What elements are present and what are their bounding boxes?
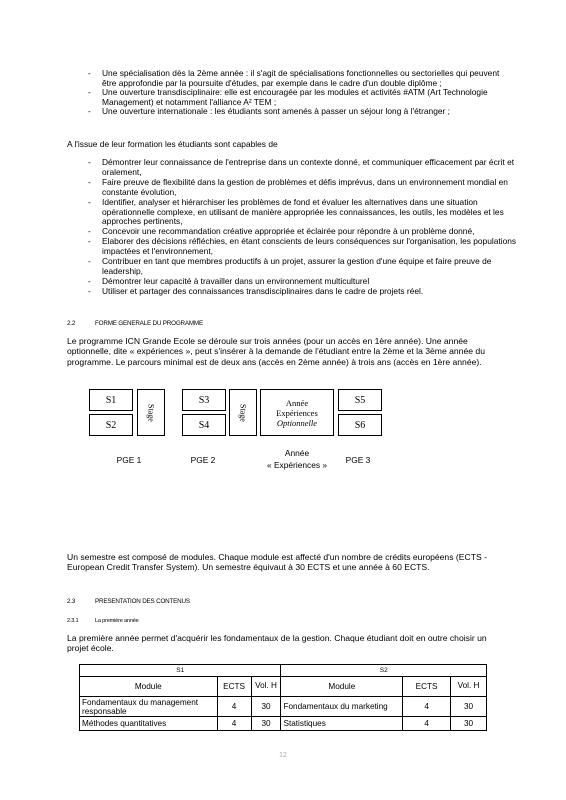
column-vol: Vol. H — [451, 677, 487, 697]
capability-item: Démontrer leur connaissance de l'entreprise dans un contexte donné, et communiquer efficacement par écrit et oralement, — [102, 157, 515, 177]
section-heading: FORME GENERALE DU PROGRAMME — [95, 320, 203, 327]
bullet-dash: - — [88, 87, 91, 97]
module-cell: Statistiques — [281, 717, 403, 731]
intro-capable: A l'issue de leur formation les étudiants sont capables de — [67, 139, 278, 149]
vol-cell: 30 — [451, 717, 487, 731]
column-ects: ECTS — [217, 677, 251, 697]
semester-s2-header: S2 — [281, 665, 487, 677]
capability-item: Elaborer des décisions réfléchies, en étant conscients de leurs conséquences sur l'organisation, les populations impactées et l'environnement, — [102, 236, 517, 256]
capability-item: Identifier, analyser et hiérarchiser les problèmes de fond et évaluer les alternatives dans une situation opérationnelle complexe, en utilisant de manière appropriée les connaissances, les outils, les modèles et les approches pertinents, — [102, 197, 504, 227]
table-semester-header — [80, 665, 487, 677]
semester-box-s2: S2 — [89, 414, 133, 436]
semester-box-s5: S5 — [338, 389, 382, 411]
bullet-specialisation: Une spécialisation dès la 2ème année : il s'agit de spécialisations fonctionnelles ou sectorielles qui peuvent être approfondie par la poursuite d'études, par exemple dans le cadre d'un double diplôme ; — [102, 68, 500, 88]
bullet-dash: - — [88, 276, 91, 286]
annee-label-line: Année — [284, 448, 310, 458]
subsection-heading: La première année — [95, 618, 139, 624]
annee-label-line: « Expériences » — [266, 460, 328, 470]
capability-item: Démontrer leur capacité à travailler dans un environnement multiculturel — [102, 276, 370, 286]
pge3-label: PGE 3 — [345, 455, 371, 465]
annee-box-line: Optionnelle — [276, 417, 318, 428]
pge1-label: PGE 1 — [116, 455, 142, 465]
paragraph-semestre: Un semestre est composé de modules. Chaque module est affecté d'un nombre de crédits européens (ECTS - European Credit Transfer System). Un semestre équivaut à 30 ECTS et une année à 60 ECTS. — [67, 552, 487, 573]
section-number: 2.3 — [67, 598, 76, 605]
column-ects: ECTS — [403, 677, 451, 697]
capability-item: Contribuer en tant que membres productifs à un projet, assurer la gestion d'une équipe et faire preuve de leadership, — [102, 256, 492, 276]
ects-cell: 4 — [217, 697, 251, 717]
stage-label: Stage — [238, 403, 248, 422]
annee-box-line: Expériences — [276, 407, 318, 418]
bullet-dash: - — [88, 177, 91, 187]
paragraph-programme: Le programme ICN Grande Ecole se déroule sur trois années (pour un accès en 1ère année). Une année optionnelle, dite « expériences », peut s'insérer à la demande de l'étudiant entre la 2ème et la 3ème année du programme. Le parcours minimal est de deux ans (accès en 2ème année) à trois ans (accès en 1ère année). — [67, 336, 485, 367]
pge2-label: PGE 2 — [190, 455, 216, 465]
annee-label — [255, 448, 339, 470]
stage-label: Stage — [146, 403, 156, 422]
capability-item: Concevoir une recommandation créative appropriée et éclairée pour répondre à un problème donné, — [102, 226, 475, 236]
vol-cell: 30 — [251, 717, 281, 731]
table-column-header — [80, 677, 487, 697]
module-cell: Fondamentaux du management responsable — [80, 697, 218, 717]
semester-box-s4: S4 — [182, 414, 226, 436]
bullet-transdisciplinaire: Une ouverture transdisciplinaire: elle est encouragée par les modules et activités #ATM (Art Technologie Management) et notamment l'alliance A² TEM ; — [102, 87, 488, 107]
section-number: 2.2 — [67, 320, 76, 327]
bullet-dash: - — [88, 286, 91, 296]
annee-box-line: Année — [285, 397, 309, 408]
bullet-dash: - — [88, 226, 91, 236]
vol-cell: 30 — [251, 697, 281, 717]
semester-box-s1: S1 — [89, 389, 133, 411]
semester-box-s3: S3 — [182, 389, 226, 411]
bullet-dash: - — [88, 157, 91, 167]
subsection-number: 2.3.1 — [67, 618, 79, 624]
bullet-dash: - — [88, 68, 91, 78]
section-heading: PRESENTATION DES CONTENUS — [95, 598, 190, 605]
table-row — [80, 697, 487, 717]
column-module: Module — [281, 677, 403, 697]
paragraph-premiere-annee: La première année permet d'acquérir les fondamentaux de la gestion. Chaque étudiant doit en outre choisir un projet école. — [67, 633, 487, 654]
column-vol: Vol. H — [251, 677, 281, 697]
stage-box-2 — [229, 389, 257, 436]
modules-table — [79, 664, 487, 731]
capability-item: Faire preuve de flexibilité dans la gestion de problèmes et défis imprévus, dans un environnement mondial en constante évolution, — [102, 177, 508, 197]
ects-cell: 4 — [403, 717, 451, 731]
bullet-dash: - — [88, 106, 91, 116]
ects-cell: 4 — [403, 697, 451, 717]
column-module: Module — [80, 677, 218, 697]
annee-experiences-box — [260, 389, 334, 436]
semester-box-s6: S6 — [338, 414, 382, 436]
bullet-dash: - — [88, 236, 91, 246]
semester-s1-header: S1 — [80, 665, 281, 677]
bullet-internationale: Une ouverture internationale : les étudiants sont amenés à passer un séjour long à l'étranger ; — [102, 106, 450, 116]
capability-item: Utiliser et partager des connaissances transdisciplinaires dans le cadre de projets réel. — [102, 286, 424, 296]
module-cell: Fondamentaux du marketing — [281, 697, 403, 717]
ects-cell: 4 — [217, 717, 251, 731]
bullet-dash: - — [88, 197, 91, 207]
stage-box-1 — [137, 389, 165, 436]
module-cell: Méthodes quantitatives — [80, 717, 218, 731]
vol-cell: 30 — [451, 697, 487, 717]
bullet-dash: - — [88, 256, 91, 266]
page-number: 12 — [279, 752, 287, 759]
table-row — [80, 717, 487, 731]
